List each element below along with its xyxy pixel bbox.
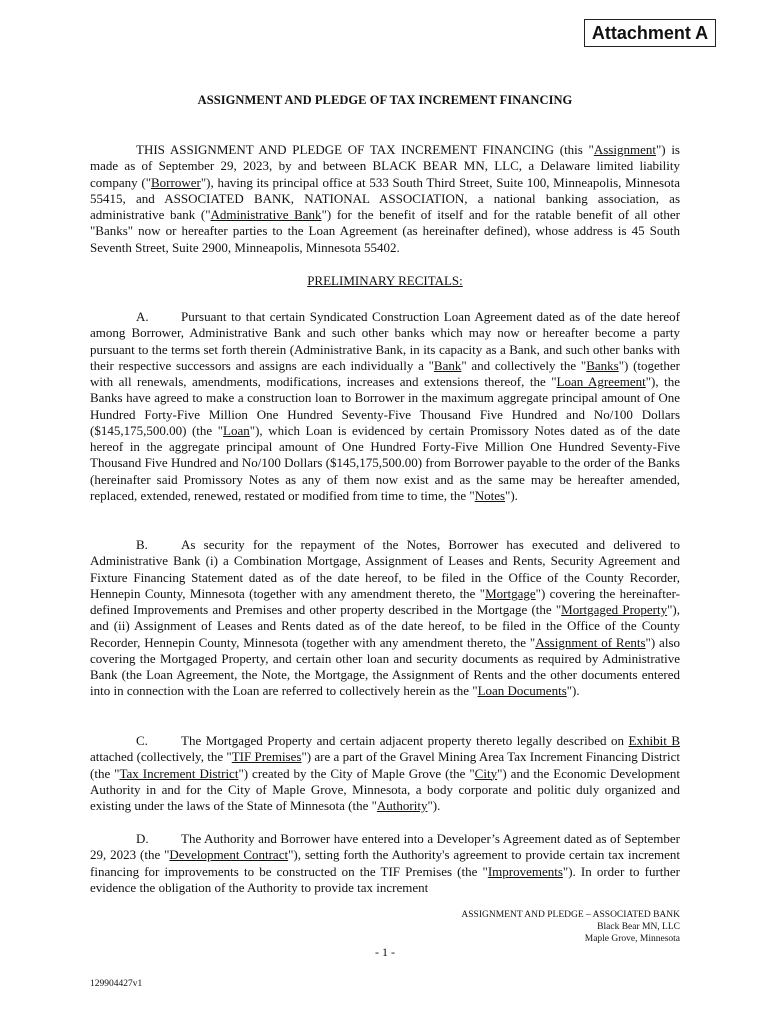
recital-a: A. Pursuant to that certain Syndicated Construction Loan Agreement dated as of the date hereof among Borrower, Administrative Bank and such other banks which may now or hereafter become a party pursuant to the terms set forth therein (Administrative Bank, in its capacity as a Bank, and such other banks with their respective successors and assigns are each individually a "Bank" and collectively the "Banks") (together with all renewals, amendments, modifications, increases and extensions thereof, the "Loan Agreement"), the Banks have agreed to make a construction loan to Borrower in the maximum aggregate principal amount of One Hundred Forty-Five Million One Hundred Seventy-Five Thousand Five Hundred and No/100 Dollars ($145,175,500.00) (the "Loan"), which Loan is evidenced by certain Promissory Notes dated as of the date hereof in the aggregate principal amount of One Hundred Forty-Five Million One Hundred Seventy-Five Thousand Five Hundred and No/100 Dollars ($145,175,500.00) from Borrower payable to the order of the Banks (hereinafter said Promissory Notes as any of them now exist and as the same may be hereafter amended, replaced, extended, renewed, restated or modified from time to time, the "Notes"). [90,309,680,503]
recital-d: D. The Authority and Borrower have entered into a Developer’s Agreement dated as of September 29, 2023 (the "Development Contract"), setting forth the Authority's agreement to provide certain tax increment financing for improvements to be constructed on the TIF Premises (the "Improvements"). In order to further evidence the obligation of the Authority to provide tax increment [90,831,680,895]
defined-term: Improvements [487,863,563,879]
defined-term: Mortgage [485,585,536,601]
footer-line-3: Maple Grove, Minnesota [584,934,680,944]
defined-term: TIF Premises [231,749,302,765]
defined-term: Authority [376,798,428,813]
defined-term: Loan Documents [477,683,567,699]
defined-term: Loan Agreement [556,374,646,389]
recital-label: A. [136,309,149,324]
recital-c: C. The Mortgaged Property and certain adjacent property thereto legally described on Exhibit B attached (collectively, the "TIF Premises") are a part of the Gravel Mining Area Tax Increment Financing District (the "Tax Increment District") created by the City of Maple Grove (the "City") and the Economic Development Authority in and for the City of Maple Grove, Minnesota, a body corporate and politic duly organized and existing under the laws of the State of Minnesota (the "Authority"). [90,733,681,813]
defined-term: Assignment [593,142,656,157]
document-id: 129904427v1 [90,979,143,989]
defined-term: Notes [474,487,506,503]
defined-term: Bank [433,357,462,373]
defined-term: Tax Increment District [119,765,239,781]
footer-line-1: ASSIGNMENT AND PLEDGE – ASSOCIATED BANK [461,910,680,920]
page-footer [461,909,680,945]
defined-term: Assignment of Rents [535,634,646,650]
defined-term: Banks [586,357,619,373]
recital-label: B. [136,537,148,552]
defined-term: City [474,765,498,781]
recital-label: C. [136,733,148,748]
defined-term: Development Contract [169,847,289,863]
intro-paragraph: THIS ASSIGNMENT AND PLEDGE OF TAX INCREMENT FINANCING (this "Assignment") is made as of September 29, 2023, by and between BLACK BEAR MN, LLC, a Delaware limited liability company ("Borrower"), having its principal office at 533 South Third Street, Suite 100, Minneapolis, Minnesota 55415, and ASSOCIATED BANK, NATIONAL ASSOCIATION, a national banking association, as administrative bank ("Administrative Bank") for the benefit of itself and for the ratable benefit of all other "Banks" now or hereafter parties to the Loan Agreement (as hereinafter defined), whose address is 45 South Seventh Street, Suite 2900, Minneapolis, Minnesota 55402. [90,142,681,255]
defined-term: Exhibit B [628,733,681,748]
defined-term: Administrative Bank [210,207,322,222]
recitals-heading: PRELIMINARY RECITALS: [307,273,463,288]
defined-term: Mortgaged Property [561,602,668,617]
defined-term: Borrower [151,174,201,190]
recital-label: D. [136,831,149,846]
recital-b: B. As security for the repayment of the Notes, Borrower has executed and delivered to Administrative Bank (i) a Combination Mortgage, Assignment of Leases and Rents, Security Agreement and Fixture Financing Statement dated as of the date hereof, to be filed in the Office of the County Recorder, Hennepin County, Minnesota (together with any amendment thereto, the "Mortgage") covering the hereinafter-defined Improvements and Premises and other property described in the Mortgage (the "Mortgaged Property"), and (ii) Assignment of Leases and Rents dated as of the date hereof, to be filed in the Office of the County Recorder, Hennepin County, Minnesota (together with any amendment thereto, the "Assignment of Rents") also covering the Mortgaged Property, and certain other loan and security documents as required by Administrative Bank (the Loan Agreement, the Note, the Mortgage, the Assignment of Rents and the other documents entered into in connection with the Loan are referred to collectively herein as the "Loan Documents"). [90,537,681,699]
document-title: ASSIGNMENT AND PLEDGE OF TAX INCREMENT FINANCING [197,93,573,107]
attachment-label: Attachment A [584,19,716,47]
footer-line-2: Black Bear MN, LLC [597,922,680,932]
page-number: - 1 - [375,945,395,959]
defined-term: Loan [223,422,250,438]
